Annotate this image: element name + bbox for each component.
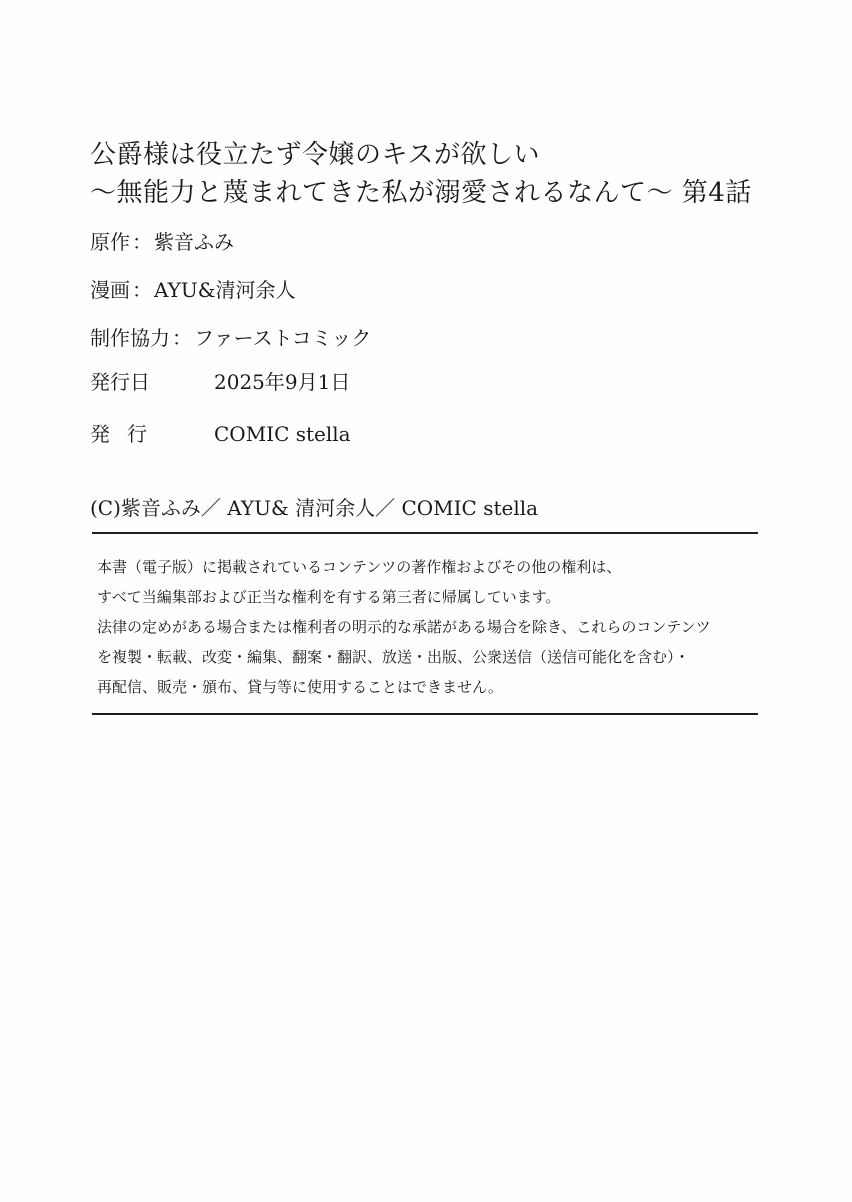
credit-value: AYU&清河余人 xyxy=(154,278,296,302)
title-line-1: 公爵様は役立たず令嬢のキスが欲しい xyxy=(90,140,540,170)
notice-line: 法律の定めがある場合または権利者の明示的な承諾がある場合を除き、これらのコンテンツ xyxy=(97,618,711,636)
credit-label: 制作協力 xyxy=(90,326,170,350)
title-line-2: 〜無能力と蔑まれてきた私が溺愛されるなんて〜 第4話 xyxy=(90,178,752,208)
copyright-line: (C)紫音ふみ／ AYU& 清河余人／ COMIC stella xyxy=(90,496,539,520)
publisher-value: COMIC stella xyxy=(214,422,351,446)
publication-date-label: 発行日 xyxy=(90,370,150,394)
notice-line: を複製・転載、改変・編集、翻案・翻訳、放送・出版、公衆送信（送信可能化を含む）・ xyxy=(97,648,690,666)
notice-line: すべて当編集部および正当な権利を有する第三者に帰属しています。 xyxy=(97,588,561,606)
publisher-row xyxy=(90,414,351,454)
publication-info xyxy=(90,362,351,454)
work-title xyxy=(90,136,752,212)
notice-line: 本書（電子版）に掲載されているコンテンツの著作権およびその他の権利は、 xyxy=(97,558,622,576)
rights-notice xyxy=(97,552,757,702)
notice-line: 再配信、販売・頒布、貸与等に使用することはできません。 xyxy=(97,678,503,696)
credits-block xyxy=(90,222,371,358)
credit-original-author xyxy=(90,222,371,262)
credit-colon: ： xyxy=(132,230,152,254)
publication-date-value: 2025年9月1日 xyxy=(214,370,351,394)
publisher-label: 発行 xyxy=(90,422,164,446)
credit-manga-artist xyxy=(90,270,371,310)
credit-label: 原作 xyxy=(90,230,130,254)
credit-colon: ： xyxy=(172,326,192,350)
divider-bottom xyxy=(92,713,758,715)
credit-value: ファーストコミック xyxy=(194,326,372,350)
credit-colon: ： xyxy=(132,278,152,302)
publication-date-row xyxy=(90,362,351,402)
credit-production-cooperation xyxy=(90,318,371,358)
credit-value: 紫音ふみ xyxy=(154,230,234,254)
credit-label: 漫画 xyxy=(90,278,130,302)
divider-top xyxy=(92,532,758,534)
